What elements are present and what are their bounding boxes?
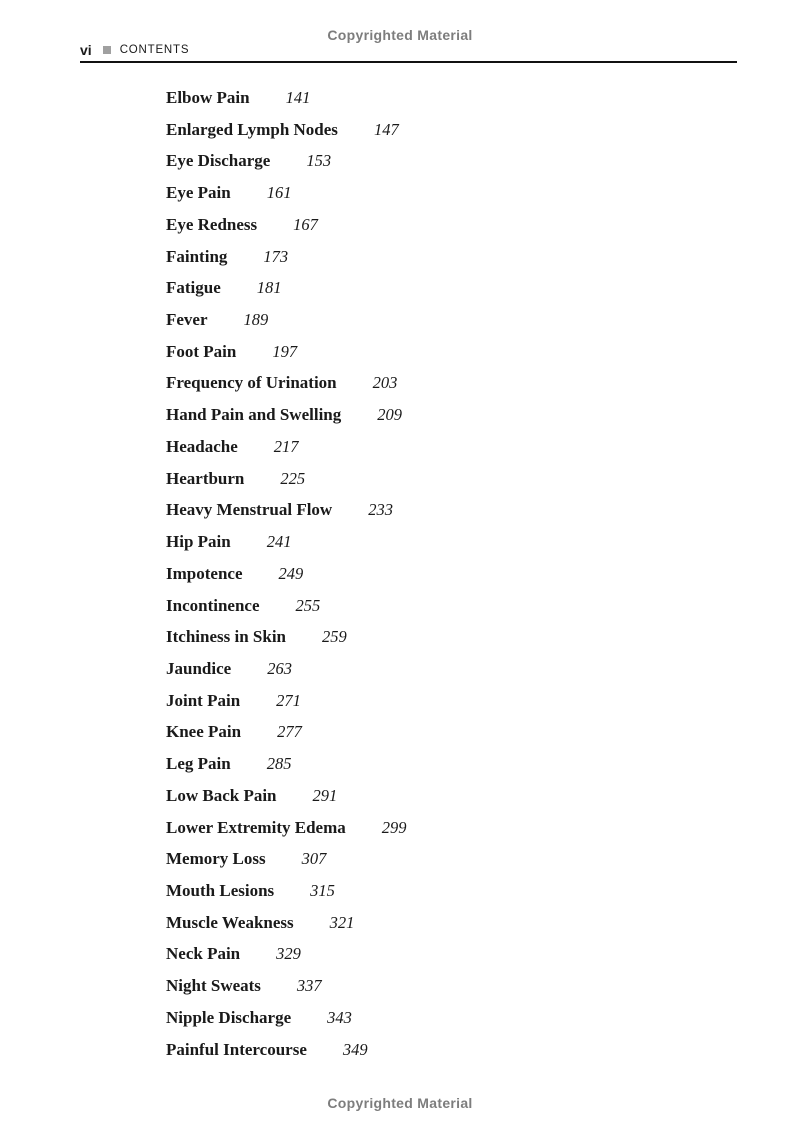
toc-entry xyxy=(166,558,726,590)
toc-entry-title: Hip Pain xyxy=(166,532,231,552)
toc-entry-page-number: 263 xyxy=(267,658,292,678)
toc-entry xyxy=(166,875,726,907)
toc-entry-page-number: 217 xyxy=(273,436,299,456)
toc-entry xyxy=(166,241,726,273)
page-number-folio: vi xyxy=(80,42,92,58)
square-bullet-icon xyxy=(103,46,111,54)
toc-entry-title: Lower Extremity Edema xyxy=(166,817,346,837)
toc-entry xyxy=(166,970,726,1002)
toc-entry-title: Joint Pain xyxy=(166,690,241,710)
copyright-banner-bottom: Copyrighted Material xyxy=(327,1095,473,1111)
toc-entry-title: Painful Intercourse xyxy=(166,1039,307,1059)
toc-entry-title: Eye Pain xyxy=(166,183,231,203)
toc-entry-title: Fever xyxy=(166,310,208,330)
toc-entry-title: Eye Redness xyxy=(166,214,258,234)
toc-entry-title: Memory Loss xyxy=(166,849,266,869)
toc-list xyxy=(166,82,726,1065)
toc-entry-title: Leg Pain xyxy=(166,754,231,774)
toc-entry xyxy=(166,621,726,653)
toc-entry-title: Headache xyxy=(166,436,238,456)
toc-entry-page-number: 337 xyxy=(296,976,322,996)
toc-entry-page-number: 271 xyxy=(276,690,301,710)
toc-entry-page-number: 321 xyxy=(329,912,355,932)
toc-entry-title: Mouth Lesions xyxy=(166,880,275,900)
toc-entry-page-number: 153 xyxy=(306,151,332,171)
toc-entry-page-number: 203 xyxy=(372,373,398,393)
toc-entry xyxy=(166,590,726,622)
toc-entry-title: Fainting xyxy=(166,246,228,266)
copyright-banner-top: Copyrighted Material xyxy=(327,27,473,43)
toc-entry-title: Incontinence xyxy=(166,595,260,615)
toc-entry-title: Impotence xyxy=(166,563,243,583)
toc-entry-title: Frequency of Urination xyxy=(166,373,337,393)
toc-entry-title: Itchiness in Skin xyxy=(166,627,286,647)
toc-entry-page-number: 233 xyxy=(368,500,393,520)
toc-entry xyxy=(166,1034,726,1066)
toc-entry xyxy=(166,685,726,717)
toc-entry xyxy=(166,716,726,748)
toc-entry-title: Hand Pain and Swelling xyxy=(166,405,342,425)
toc-entry-title: Eye Discharge xyxy=(166,151,271,171)
toc-entry-title: Low Back Pain xyxy=(166,785,277,805)
toc-entry-page-number: 299 xyxy=(381,817,407,837)
toc-entry xyxy=(166,336,726,368)
toc-entry-title: Fatigue xyxy=(166,278,221,298)
toc-entry xyxy=(166,177,726,209)
toc-entry-page-number: 255 xyxy=(295,595,321,615)
toc-entry xyxy=(166,367,726,399)
toc-entry-title: Foot Pain xyxy=(166,341,237,361)
toc-entry xyxy=(166,399,726,431)
toc-entry-title: Heartburn xyxy=(166,468,245,488)
toc-entry-title: Neck Pain xyxy=(166,944,241,964)
toc-entry-title: Knee Pain xyxy=(166,722,242,742)
toc-entry-page-number: 329 xyxy=(276,944,301,964)
toc-entry-page-number: 141 xyxy=(285,88,311,107)
toc-entry-page-number: 173 xyxy=(263,246,289,266)
toc-entry xyxy=(166,780,726,812)
toc-entry-page-number: 241 xyxy=(266,532,292,552)
header-rule xyxy=(80,61,737,63)
toc-entry xyxy=(166,145,726,177)
toc-entry xyxy=(166,938,726,970)
toc-entry-title: Jaundice xyxy=(166,658,232,678)
toc-entry-page-number: 259 xyxy=(322,627,347,647)
toc-entry-page-number: 161 xyxy=(266,183,292,203)
toc-entry-page-number: 249 xyxy=(278,563,304,583)
toc-entry-page-number: 307 xyxy=(301,849,327,869)
toc-entry-page-number: 167 xyxy=(293,214,318,234)
toc-entry-page-number: 343 xyxy=(327,1007,352,1027)
contents-heading: CONTENTS xyxy=(119,44,190,56)
toc-entry-page-number: 197 xyxy=(272,341,298,361)
toc-entry-page-number: 291 xyxy=(312,785,338,805)
toc-entry xyxy=(166,463,726,495)
toc-entry xyxy=(166,526,726,558)
toc-entry xyxy=(166,907,726,939)
running-head xyxy=(80,42,737,58)
toc-entry xyxy=(166,272,726,304)
toc-entry-page-number: 147 xyxy=(373,119,399,139)
toc-entry-title: Elbow Pain xyxy=(166,88,250,107)
toc-entry-page-number: 315 xyxy=(310,880,335,900)
toc-entry-page-number: 225 xyxy=(280,468,306,488)
toc-entry xyxy=(166,431,726,463)
toc-entry xyxy=(166,304,726,336)
toc-entry-title: Muscle Weakness xyxy=(166,912,294,932)
toc-entry-title: Enlarged Lymph Nodes xyxy=(166,119,338,139)
toc-entry-page-number: 209 xyxy=(377,405,403,425)
toc-entry-page-number: 189 xyxy=(243,310,269,330)
toc-entry xyxy=(166,843,726,875)
toc-entry-title: Nipple Discharge xyxy=(166,1007,292,1027)
toc-entry-page-number: 349 xyxy=(342,1039,368,1059)
toc-entry-title: Night Sweats xyxy=(166,976,261,996)
toc-entry-page-number: 277 xyxy=(277,722,302,742)
toc-entry xyxy=(166,653,726,685)
toc-entry xyxy=(166,494,726,526)
toc-entry xyxy=(166,209,726,241)
toc-entry-title: Heavy Menstrual Flow xyxy=(166,500,333,520)
toc-entry xyxy=(166,114,726,146)
toc-entry-page-number: 181 xyxy=(256,278,282,298)
toc-entry xyxy=(166,82,726,114)
toc-entry-page-number: 285 xyxy=(266,754,292,774)
toc-entry xyxy=(166,748,726,780)
toc-entry xyxy=(166,812,726,844)
toc-entry xyxy=(166,1002,726,1034)
